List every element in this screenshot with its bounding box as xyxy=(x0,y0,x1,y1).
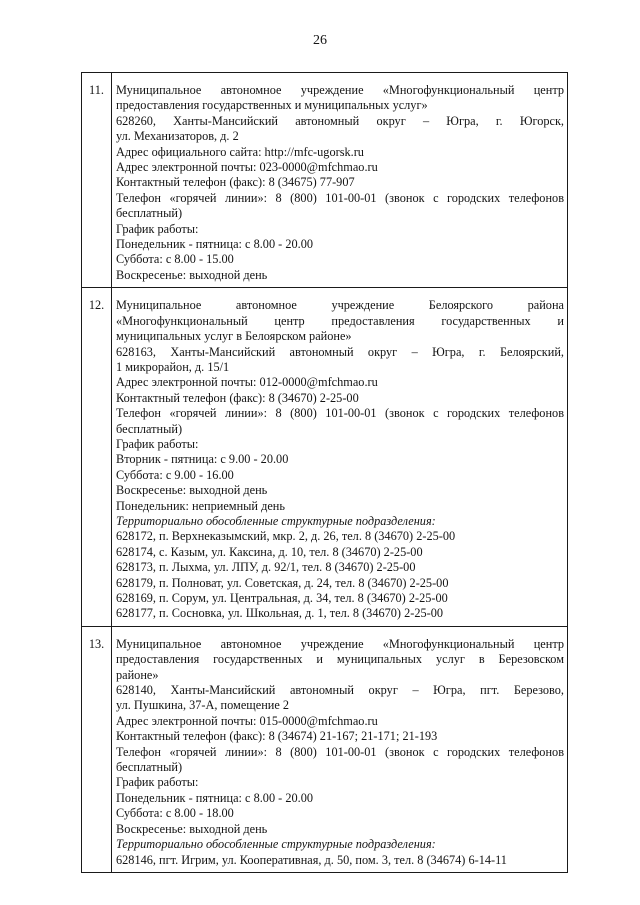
entry-line: Муниципальное автономное учреждение Белоярского района xyxy=(116,298,564,313)
entry-line: бесплатный) xyxy=(116,206,183,221)
entry-line: районе» xyxy=(116,667,159,682)
entry-line: 1 микрорайон, д. 15/1 xyxy=(116,359,230,374)
entry-line: Адрес электронной почты: 012-0000@mfchmao.ru xyxy=(116,375,378,390)
institutions-table xyxy=(81,72,568,873)
entry-line: ул. Механизаторов, д. 2 xyxy=(116,129,239,144)
entry-line: Муниципальное автономное учреждение «Многофункциональный центр xyxy=(116,83,564,97)
entry-number: 12. xyxy=(82,288,112,627)
entry-details xyxy=(112,73,568,288)
entry-line: «Многофункциональный центр предоставления государственных и xyxy=(116,313,564,328)
entry-line: График работы: xyxy=(116,436,199,451)
entry-line: Контактный телефон (факс): 8 (34670) 2-25-00 xyxy=(116,390,359,405)
entry-details xyxy=(112,288,568,627)
entry-line: 628163, Ханты-Мансийский автономный округ – Югра, г. Белоярский, xyxy=(116,344,564,359)
entry-line: 628260, Ханты-Мансийский автономный округ – Югра, г. Югорск, xyxy=(116,113,564,128)
entry-line: Территориально обособленные структурные подразделения: xyxy=(116,513,436,528)
entry-line: 628146, пгт. Игрим, ул. Кооперативная, д. 50, пом. 3, тел. 8 (34674) 6-14-11 xyxy=(116,852,507,867)
entry-line: Муниципальное автономное учреждение «Многофункциональный центр xyxy=(116,636,564,651)
entry-line: Адрес электронной почты: 015-0000@mfchmao.ru xyxy=(116,713,378,728)
entry-line: Понедельник - пятница: с 8.00 - 20.00 xyxy=(116,237,314,252)
entry-line: 628177, п. Сосновка, ул. Школьная, д. 1, тел. 8 (34670) 2-25-00 xyxy=(116,606,444,621)
entry-number: 11. xyxy=(82,73,112,288)
entry-line: 628174, с. Казым, ул. Каксина, д. 10, тел. 8 (34670) 2-25-00 xyxy=(116,544,423,559)
entry-line: бесплатный) xyxy=(116,421,183,436)
table-row xyxy=(82,288,568,627)
entry-line: предоставления государственных и муниципальных услуг» xyxy=(116,98,428,113)
entry-line: 628169, п. Сорум, ул. Центральная, д. 34, тел. 8 (34670) 2-25-00 xyxy=(116,591,448,605)
entry-line: Адрес электронной почты: 023-0000@mfchmao.ru xyxy=(116,160,378,175)
entry-line: Телефон «горячей линии»: 8 (800) 101-00-01 (звонок с городских телефонов xyxy=(116,190,564,205)
entry-line: Воскресенье: выходной день xyxy=(116,267,268,282)
entry-line: Воскресенье: выходной день xyxy=(116,821,268,836)
entry-line: Телефон «горячей линии»: 8 (800) 101-00-01 (звонок с городских телефонов xyxy=(116,744,564,759)
entry-line: 628140, Ханты-Мансийский автономный округ – Югра, пгт. Березово, xyxy=(116,683,564,698)
entry-line: Вторник - пятница: с 9.00 - 20.00 xyxy=(116,452,289,467)
table-row xyxy=(82,626,568,872)
entry-line: Территориально обособленные структурные подразделения: xyxy=(116,837,436,852)
entry-line: ул. Пушкина, 37-А, помещение 2 xyxy=(116,698,290,713)
entry-line: Телефон «горячей линии»: 8 (800) 101-00-01 (звонок с городских телефонов xyxy=(116,406,564,421)
entry-line: Понедельник: неприемный день xyxy=(116,498,285,513)
entry-line: Суббота: с 8.00 - 18.00 xyxy=(116,806,234,821)
entry-line: Адрес официального сайта: http://mfc-ugorsk.ru xyxy=(116,144,364,159)
entry-details xyxy=(112,626,568,872)
entry-line: Суббота: с 9.00 - 16.00 xyxy=(116,467,234,482)
entry-line: бесплатный) xyxy=(116,760,183,775)
entry-line: График работы: xyxy=(116,221,199,236)
entry-line: Воскресенье: выходной день xyxy=(116,483,268,498)
entry-line: Понедельник - пятница: с 8.00 - 20.00 xyxy=(116,790,314,805)
entry-line: 628172, п. Верхнеказымский, мкр. 2, д. 26, тел. 8 (34670) 2-25-00 xyxy=(116,529,456,544)
entry-line: 628173, п. Лыхма, ул. ЛПУ, д. 92/1, тел. 8 (34670) 2-25-00 xyxy=(116,560,416,575)
entry-line: предоставления государственных и муниципальных услуг в Березовском xyxy=(116,652,564,667)
entry-line: 628179, п. Полноват, ул. Советская, д. 24, тел. 8 (34670) 2-25-00 xyxy=(116,575,449,590)
entry-line: Суббота: с 8.00 - 15.00 xyxy=(116,252,234,267)
entry-line: График работы: xyxy=(116,775,199,790)
entry-line: Контактный телефон (факс): 8 (34674) 21-167; 21-171; 21-193 xyxy=(116,729,438,744)
entry-number: 13. xyxy=(82,626,112,872)
entry-line: Контактный телефон (факс): 8 (34675) 77-907 xyxy=(116,175,355,190)
entry-line: муниципальных услуг в Белоярском районе» xyxy=(116,329,352,344)
page-number: 26 xyxy=(313,33,327,48)
table-row xyxy=(82,73,568,288)
